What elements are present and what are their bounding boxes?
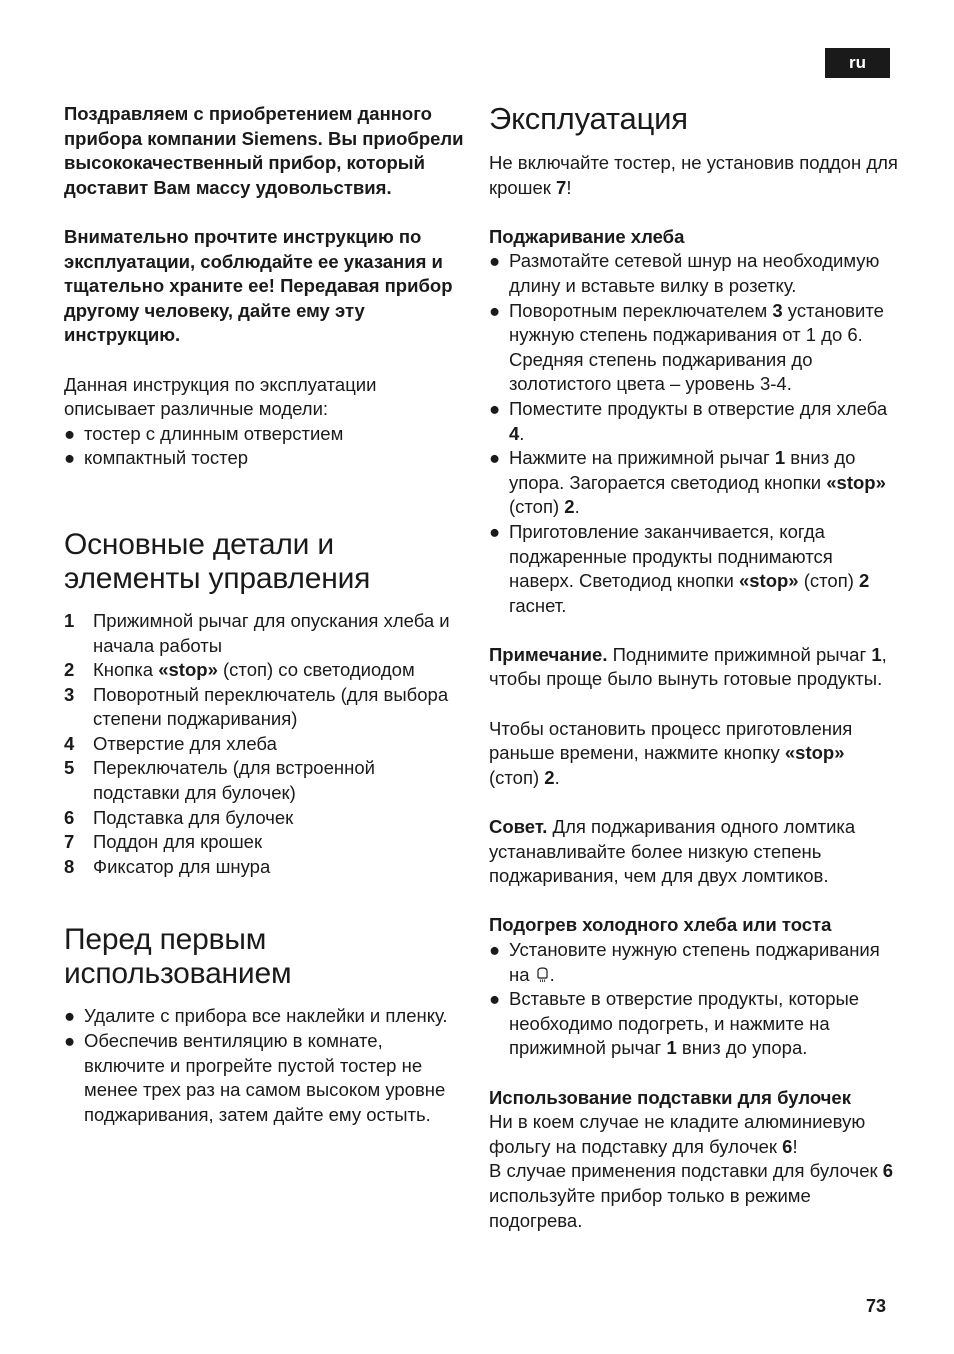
list-item: ● тостер с длинным отверстием	[64, 422, 466, 447]
list-item: ● Обеспечив вентиляцию в комнате, включите и прогрейте пустой тостер не менее трех раз на самом высоком уровне поджаривания, затем дайте ему остыть.	[64, 1030, 446, 1125]
list-item: 2 Кнопка «stop» (стоп) со светодиодом	[64, 659, 415, 681]
list-item: ● Удалите с прибора все наклейки и пленку.	[64, 1004, 466, 1029]
stop-paragraph: Чтобы остановить процесс приготовления раньше времени, нажмите кнопку «stop» (стоп) 2.	[489, 717, 853, 788]
reheat-toast-icon	[536, 965, 549, 979]
list-item: ● Размотайте сетевой шнур на необходимую длину и вставьте вилку в розетку.	[489, 250, 880, 296]
reheat-subheading: Подогрев холодного хлеба или тоста	[489, 914, 832, 936]
list-item: 1 Прижимной рычаг для опускания хлеба и начала работы	[64, 609, 450, 656]
page-number: 73	[866, 1296, 887, 1316]
list-item: 6 Подставка для булочек	[64, 806, 294, 828]
list-item: ● Вставьте в отверстие продукты, которые необходимо подогреть, и нажмите на прижимной рычаг 1 вниз до упора.	[489, 988, 860, 1059]
reheat-steps	[489, 938, 899, 1061]
left-column	[64, 102, 466, 1127]
models-description: Данная инструкция по эксплуатации описывает различные модели:	[64, 373, 377, 420]
list-item: 5 Переключатель (для встроенной подставки для булочек)	[64, 757, 375, 804]
bullet-icon: ●	[489, 397, 501, 419]
list-item: 8 Фиксатор для шнура	[64, 855, 271, 877]
first-use-list	[64, 1004, 466, 1127]
bullet-icon: ●	[489, 939, 501, 960]
crumb-tray-warning: Не включайте тостер, не установив поддон для крошек 7!	[489, 152, 898, 198]
bullet-icon: ●	[64, 422, 76, 444]
bullet-icon: ●	[489, 299, 501, 321]
bullet-icon: ●	[489, 447, 501, 469]
list-item: ● компактный тостер	[64, 446, 466, 471]
bullet-icon: ●	[64, 447, 76, 469]
bullet-icon: ●	[489, 250, 501, 272]
first-use-heading: Перед первым использованием	[64, 923, 292, 991]
tip-paragraph: Совет. Для поджаривания одного ломтика устанавливайте более низкую степень поджаривания, чем для двух ломтиков.	[489, 816, 856, 887]
operation-heading: Эксплуатация	[489, 101, 688, 136]
bullet-icon: ●	[64, 1030, 76, 1052]
intro-congrats: Поздравляем с приобретением данного прибора компании Siemens. Вы приобрели высококачественный прибор, который доставит Вам массу удовольствия.	[64, 103, 464, 198]
bullet-icon: ●	[64, 1005, 76, 1027]
models-list	[64, 422, 466, 471]
list-item: 3 Поворотный переключатель (для выбора степени поджаривания)	[64, 683, 449, 730]
intro-read-instructions: Внимательно прочтите инструкцию по эксплуатации, соблюдайте ее указания и тщательно храните ее! Передавая прибор другому человеку, дайте ему эту инструкцию.	[64, 225, 453, 346]
list-item: 4 Отверстие для хлеба	[64, 732, 277, 754]
toasting-steps	[489, 249, 899, 618]
toasting-subheading: Поджаривание хлеба	[489, 225, 685, 247]
list-item: ● Установите нужную степень поджаривания на .	[489, 939, 880, 985]
note-paragraph: Примечание. Поднимите прижимной рычаг 1, чтобы проще было вынуть готовые продукты.	[489, 643, 887, 690]
list-item: ● Приготовление заканчивается, когда поджаренные продукты поднимаются наверх. Светодиод кнопки «stop» (стоп) 2 гаснет.	[489, 520, 870, 616]
bun-rack-subheading: Использование подставки для булочек	[489, 1086, 851, 1108]
parts-list	[64, 609, 466, 880]
parts-heading: Основные детали и элементы управления	[64, 527, 371, 595]
right-column	[489, 102, 899, 1233]
bullet-icon: ●	[489, 988, 501, 1010]
list-item: 7 Поддон для крошек	[64, 831, 263, 853]
list-item: ● Нажмите на прижимной рычаг 1 вниз до упора. Загорается светодиод кнопки «stop» (стоп) 2.	[489, 447, 886, 518]
bun-rack-usage: В случае применения подставки для булочек 6 используйте прибор только в режиме подогрева.	[489, 1160, 894, 1231]
bun-rack-warning: Ни в коем случае не кладите алюминиевую фольгу на подставку для булочек 6!	[489, 1111, 866, 1157]
list-item: ● Поворотным переключателем 3 установите нужную степень поджаривания от 1 до 6. Средняя степень поджаривания до золотистого цвета – уровень 3-4.	[489, 299, 884, 395]
list-item: ● Поместите продукты в отверстие для хлеба 4.	[489, 397, 888, 444]
bullet-icon: ●	[489, 520, 501, 542]
language-badge: ru	[825, 48, 890, 78]
